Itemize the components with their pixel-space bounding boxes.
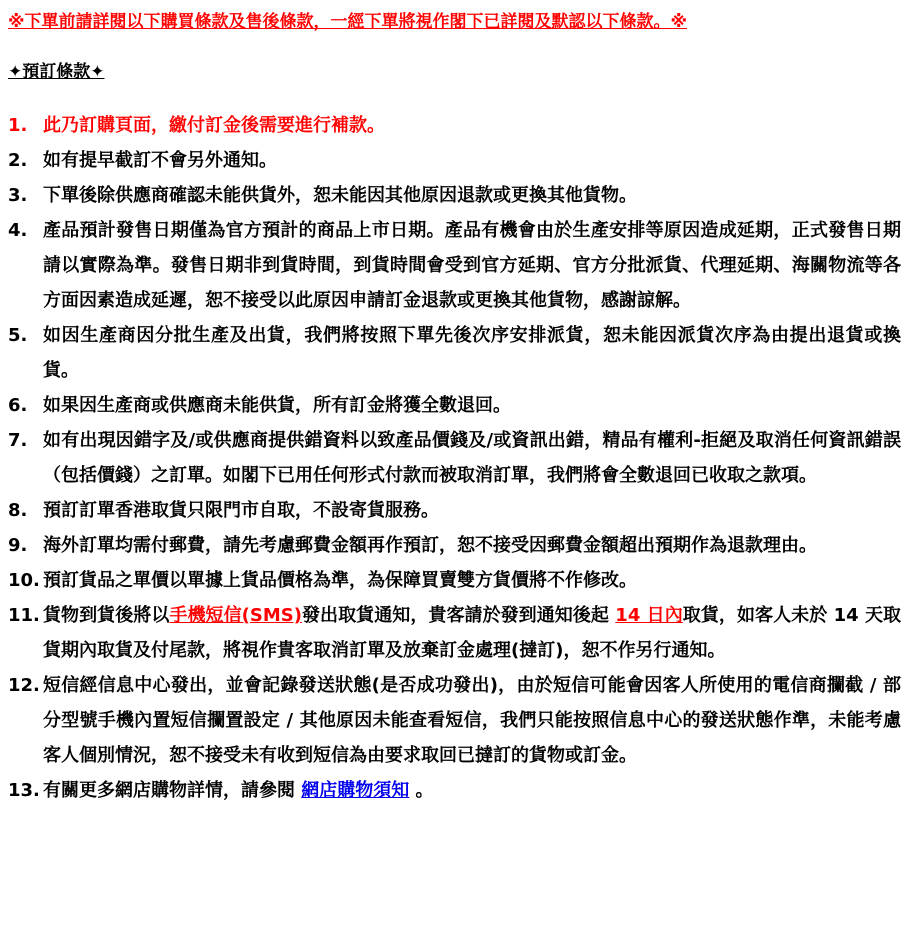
- text-segment: 如因生產商因分批生產及出貨，我們將按照下單先後次序安排派貨，恕未能因派貨次序為由提出退貨或換貨。: [43, 325, 901, 381]
- text-segment: 有關更多網店購物詳情，請參閱: [43, 780, 302, 801]
- term-number: 9.: [8, 535, 28, 556]
- term-number: 2.: [8, 150, 28, 171]
- term-text: [43, 318, 901, 388]
- terms-list: [8, 108, 901, 808]
- term-item: [8, 388, 901, 423]
- term-item: [8, 773, 901, 808]
- term-number: 5.: [8, 325, 28, 346]
- term-number: 7.: [8, 430, 28, 451]
- term-number: 13.: [8, 780, 40, 801]
- term-text: [43, 108, 901, 143]
- term-item: [8, 108, 901, 143]
- term-text: [43, 668, 901, 773]
- text-segment: 海外訂單均需付郵費，請先考慮郵費金額再作預訂，恕不接受因郵費金額超出預期作為退款理由。: [43, 535, 817, 556]
- term-item: [8, 598, 901, 668]
- text-segment: 預訂貨品之單價以單據上貨品價格為準，為保障買賣雙方貨價將不作修改。: [43, 570, 637, 591]
- term-item: [8, 493, 901, 528]
- term-text: [43, 598, 901, 668]
- text-segment: 如果因生產商或供應商未能供貨，所有訂金將獲全數退回。: [43, 395, 511, 416]
- term-text: [43, 773, 901, 808]
- term-text: [43, 528, 901, 563]
- term-number: 6.: [8, 395, 28, 416]
- text-segment: 預訂訂單香港取貨只限門市自取，不設寄貨服務。: [43, 500, 439, 521]
- term-item: [8, 668, 901, 773]
- section-title-preorder-terms: ✦預訂條款✦: [8, 62, 105, 82]
- text-segment: 如有出現因錯字及/或供應商提供錯資料以致產品價錢及/或資訊出錯，精品有權利-拒絕及取消任何資訊錯誤（包括價錢）之訂單。如閣下已用任何形式付款而被取消訂單，我們將會全數退回已收取之款項。: [43, 430, 901, 486]
- text-segment: 。: [409, 780, 434, 801]
- term-text: [43, 213, 901, 318]
- term-item: [8, 528, 901, 563]
- term-number: 10.: [8, 570, 40, 591]
- text-segment: 短信經信息中心發出，並會記錄發送狀態(是否成功發出)，由於短信可能會因客人所使用的電信商攔截 / 部分型號手機內置短信攔置設定 / 其他原因未能查看短信，我們只能按照信息中心的發送狀態作準，未能考慮客人個別情況，恕不接受未有收到短信為由要求取回已撻訂的貨物或訂金。: [43, 675, 901, 766]
- term-text: [43, 178, 901, 213]
- term-text: [43, 143, 901, 178]
- red-underlined-text: 14 日內: [615, 605, 683, 626]
- term-item: [8, 178, 901, 213]
- term-item: [8, 213, 901, 318]
- term-number: 4.: [8, 220, 28, 241]
- text-segment: 產品預計發售日期僅為官方預計的商品上市日期。產品有機會由於生產安排等原因造成延期，正式發售日期請以實際為準。發售日期非到貨時間，到貨時間會受到官方延期、官方分批派貨、代理延期、海關物流等各方面因素造成延遲，恕不接受以此原因申請訂金退款或更換其他貨物，感謝諒解。: [43, 220, 901, 311]
- term-item: [8, 318, 901, 388]
- store-shopping-guide-link[interactable]: 網店購物須知: [301, 780, 410, 801]
- red-emphasis-text: 此乃訂購頁面，繳付訂金後需要進行補款。: [43, 115, 385, 136]
- red-underlined-text: 手機短信(SMS): [169, 605, 302, 626]
- term-number: 12.: [8, 675, 40, 696]
- term-text: [43, 388, 901, 423]
- text-segment: 取貨，如客人未於 14 天取貨期內取貨及付尾款，將視作貴客取消訂單及放棄訂金處理(撻訂)，恕不作另行通知。: [43, 605, 902, 661]
- text-segment: 貨物到貨後將以: [43, 605, 170, 626]
- term-item: [8, 143, 901, 178]
- term-text: [43, 423, 901, 493]
- term-number: 11.: [8, 605, 40, 626]
- term-number: 1.: [8, 115, 28, 136]
- text-segment: 發出取貨通知，貴客請於發到通知後起: [301, 605, 616, 626]
- term-number: 3.: [8, 185, 28, 206]
- term-text: [43, 563, 901, 598]
- term-number: 8.: [8, 500, 28, 521]
- text-segment: 如有提早截訂不會另外通知。: [43, 150, 277, 171]
- term-item: [8, 563, 901, 598]
- term-text: [43, 493, 901, 528]
- term-item: [8, 423, 901, 493]
- text-segment: 下單後除供應商確認未能供貨外，恕未能因其他原因退款或更換其他貨物。: [43, 185, 637, 206]
- purchase-notice: ※下單前請詳閱以下購買條款及售後條款，一經下單將視作閣下已詳閱及默認以下條款。※: [8, 12, 688, 32]
